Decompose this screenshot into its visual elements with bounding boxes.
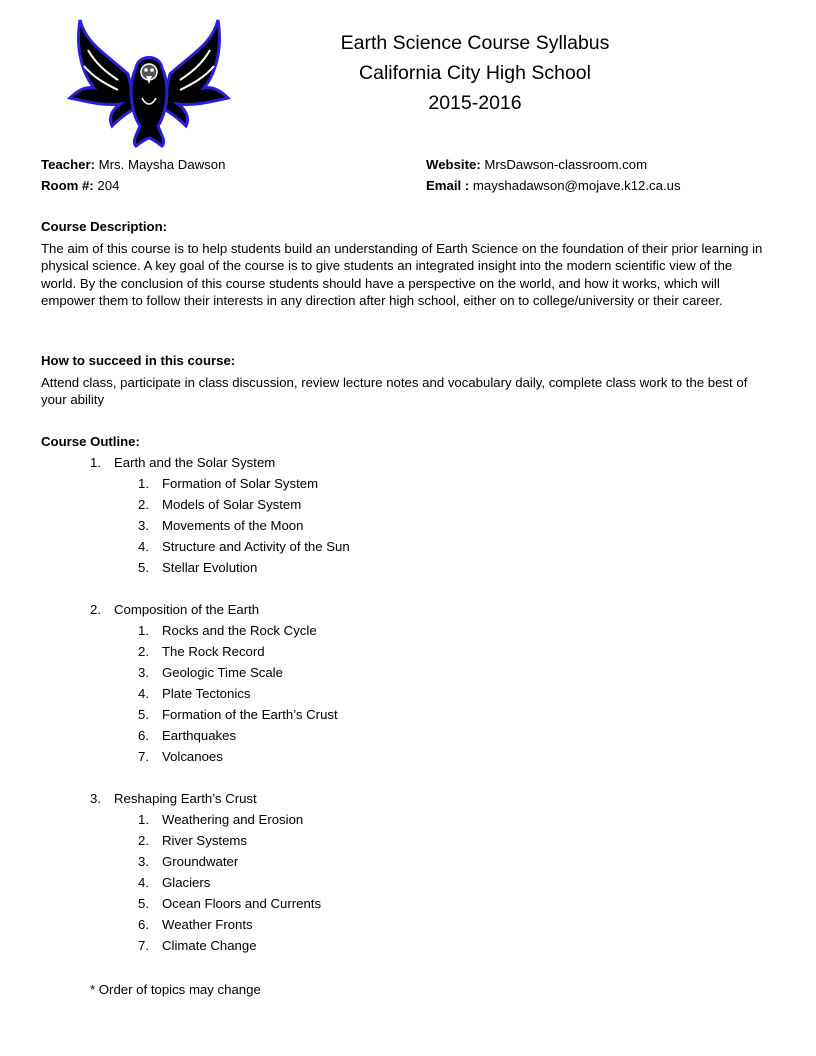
how-to-succeed bbox=[41, 352, 771, 409]
topic-item bbox=[41, 641, 771, 662]
topic-number: 2. bbox=[138, 644, 149, 659]
topic-number: 4. bbox=[138, 539, 149, 554]
unit-spacer bbox=[41, 578, 771, 599]
topic-item bbox=[41, 557, 771, 578]
topic-item bbox=[41, 662, 771, 683]
title-year: 2015-2016 bbox=[428, 92, 522, 114]
teacher-label: Teacher: bbox=[41, 157, 95, 172]
title-course: Earth Science Course Syllabus bbox=[340, 32, 610, 54]
course-description bbox=[41, 218, 771, 310]
topic-item bbox=[41, 830, 771, 851]
topic-number: 7. bbox=[138, 749, 149, 764]
topic-number: 1. bbox=[138, 476, 149, 491]
topic-number: 5. bbox=[138, 707, 149, 722]
topic-item bbox=[41, 872, 771, 893]
unit-title-row bbox=[41, 599, 771, 620]
page-title bbox=[260, 28, 690, 118]
room-value: 204 bbox=[93, 178, 120, 193]
outline-unit bbox=[41, 452, 771, 599]
topic-item bbox=[41, 704, 771, 725]
website-row bbox=[426, 154, 681, 175]
topic-item bbox=[41, 536, 771, 557]
topic-item bbox=[41, 683, 771, 704]
topic-number: 4. bbox=[138, 686, 149, 701]
unit-title: Reshaping Earth’s Crust bbox=[114, 791, 257, 806]
contact-info bbox=[426, 154, 681, 196]
room-label: Room #: bbox=[41, 178, 94, 193]
course-outline bbox=[41, 432, 771, 956]
topic-item bbox=[41, 851, 771, 872]
topic-number: 3. bbox=[138, 665, 149, 680]
topic-number: 1. bbox=[138, 623, 149, 638]
order-note: * Order of topics may change bbox=[90, 982, 261, 997]
topic-item bbox=[41, 893, 771, 914]
topic-number: 2. bbox=[138, 497, 149, 512]
unit-number: 2. bbox=[90, 602, 101, 617]
topic-item bbox=[41, 515, 771, 536]
topic-item bbox=[41, 620, 771, 641]
topic-item bbox=[41, 725, 771, 746]
topic-number: 5. bbox=[138, 896, 149, 911]
unit-title-row bbox=[41, 788, 771, 809]
topic-item bbox=[41, 914, 771, 935]
teacher-row bbox=[41, 154, 225, 175]
topic-number: 5. bbox=[138, 560, 149, 575]
topic-number: 1. bbox=[138, 812, 149, 827]
unit-title-row bbox=[41, 452, 771, 473]
topic-title: Structure and Activity of the Sun bbox=[162, 539, 350, 554]
topic-item bbox=[41, 935, 771, 956]
topic-item bbox=[41, 809, 771, 830]
outline-heading: Course Outline: bbox=[41, 434, 140, 449]
topic-title: Earthquakes bbox=[162, 728, 237, 743]
topic-title: Models of Solar System bbox=[162, 497, 302, 512]
teacher-info bbox=[41, 154, 225, 196]
succeed-text: Attend class, participate in class discussion, review lecture notes and vocabulary daily, complete class work to the best of your ability bbox=[41, 374, 748, 408]
unit-spacer bbox=[41, 767, 771, 788]
outline-unit bbox=[41, 788, 771, 956]
topic-item bbox=[41, 473, 771, 494]
topic-title: Climate Change bbox=[162, 938, 257, 953]
topic-number: 4. bbox=[138, 875, 149, 890]
topic-title: Formation of Solar System bbox=[162, 476, 319, 491]
website-label: Website: bbox=[426, 157, 481, 172]
unit-title: Composition of the Earth bbox=[114, 602, 260, 617]
topic-title: Plate Tectonics bbox=[162, 686, 251, 701]
topic-title: Ocean Floors and Currents bbox=[162, 896, 322, 911]
topic-title: Geologic Time Scale bbox=[162, 665, 283, 680]
topic-number: 3. bbox=[138, 854, 149, 869]
description-heading: Course Description: bbox=[41, 219, 168, 234]
website-value[interactable]: MrsDawson-classroom.com bbox=[480, 157, 648, 172]
unit-title: Earth and the Solar System bbox=[114, 455, 276, 470]
topic-title: Formation of the Earth’s Crust bbox=[162, 707, 338, 722]
title-school: California City High School bbox=[359, 62, 591, 84]
topic-title: Volcanoes bbox=[162, 749, 223, 764]
email-row bbox=[426, 175, 681, 196]
description-text: The aim of this course is to help students build an understanding of Earth Science on the foundation of their prior learning in physical science. A key goal of the course is to give students an integrated insight into the modern scientific view of the world. By the conclusion of this course students should have a perspective on the world, and how it works, which will empower them to follow their interests in any direction after high school, either on to college/university or their career. bbox=[41, 240, 763, 309]
topic-number: 3. bbox=[138, 518, 149, 533]
unit-number: 1. bbox=[90, 455, 101, 470]
outline-unit bbox=[41, 599, 771, 788]
topic-item bbox=[41, 746, 771, 767]
topic-number: 7. bbox=[138, 938, 149, 953]
unit-number: 3. bbox=[90, 791, 101, 806]
topic-title: River Systems bbox=[162, 833, 247, 848]
topic-number: 2. bbox=[138, 833, 149, 848]
topic-item bbox=[41, 494, 771, 515]
teacher-value: Mrs. Maysha Dawson bbox=[95, 157, 226, 172]
topic-title: Groundwater bbox=[162, 854, 239, 869]
succeed-heading: How to succeed in this course: bbox=[41, 353, 236, 368]
topic-title: Stellar Evolution bbox=[162, 560, 258, 575]
outline-units bbox=[41, 452, 771, 956]
topic-number: 6. bbox=[138, 728, 149, 743]
topic-title: Weathering and Erosion bbox=[162, 812, 304, 827]
topic-title: Glaciers bbox=[162, 875, 211, 890]
topic-title: The Rock Record bbox=[162, 644, 265, 659]
email-value[interactable]: mayshadawson@mojave.k12.ca.us bbox=[469, 178, 681, 193]
topic-title: Movements of the Moon bbox=[162, 518, 304, 533]
topic-title: Weather Fronts bbox=[162, 917, 253, 932]
topic-number: 6. bbox=[138, 917, 149, 932]
email-label: Email : bbox=[426, 178, 470, 193]
raven-logo-icon bbox=[66, 14, 232, 152]
room-row bbox=[41, 175, 225, 196]
topic-title: Rocks and the Rock Cycle bbox=[162, 623, 317, 638]
